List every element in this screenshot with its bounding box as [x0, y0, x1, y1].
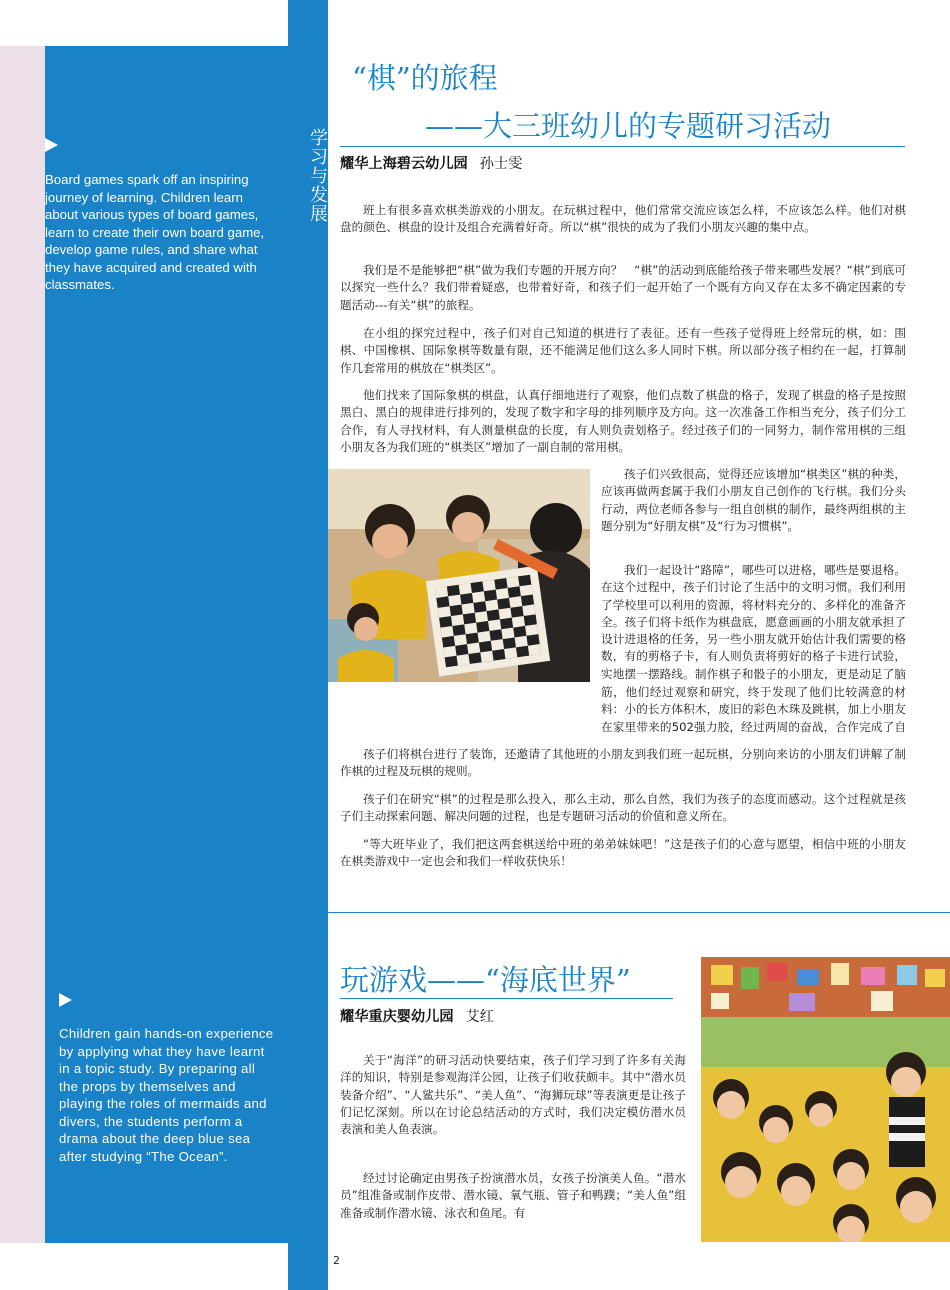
article2-title: 玩游戏——“海底世界” [340, 963, 631, 997]
classroom-photo-image [701, 957, 950, 1242]
paragraph: 孩子们将棋台进行了装饰，还邀请了其他班的小朋友到我们班一起玩棋，分别向来访的小朋友们讲解了制作棋的过程及玩棋的规则。 [340, 747, 906, 779]
school-name: 耀华重庆婴幼儿园 [340, 1009, 454, 1025]
paragraph: 经过讨论确定由男孩子扮演潜水员，女孩子扮演美人鱼。“潜水员”组准备或制作皮带、潜水镜、氧气瓶、管子和鸭蹼；“美人鱼”组准备或制作潜水镜、泳衣和鱼尾。有 [340, 1171, 686, 1220]
paragraph: 我们是不是能够把“棋”做为我们专题的开展方向？ “棋”的活动到底能给孩子带来哪些发展？“棋”到底可以探究一些什么？我们带着疑惑，也带着好奇，和孩子们一起开始了一个既有方向又存在太多不确定因素的专题活动---有关“棋”的旅程。 [340, 263, 906, 312]
page-number: 2 [333, 1254, 340, 1267]
english-summary-1: Board games spark off an inspiring journey of learning. Children learn about various types of board games, learn to create their own board game, develop game rules, and share what they have acquired and created with classmates. [45, 172, 265, 292]
chess-photo [328, 469, 590, 682]
article1-byline [340, 153, 522, 173]
paragraph-wrap-top [601, 562, 906, 683]
chess-photo-image [328, 469, 590, 682]
paragraph: 在小组的探究过程中，孩子们对自己知道的棋进行了表征。还有一些孩子觉得班上经常玩的棋，如：围棋、中国橡棋、国际象棋等数量有限，还不能满足他们这么多人同时下棋。所以部分孩子相约在一起，打算制作几套常用的棋放在“棋类区”。 [340, 326, 906, 375]
paragraph: “等大班毕业了，我们把这两套棋送给中班的弟弟妹妹吧！”这是孩子们的心意与愿望，相信中班的小朋友在棋类游戏中一定也会和我们一样收获快乐！ [340, 837, 906, 869]
paragraph: 孩子们在研究“棋”的过程是那么投入，那么主动，那么自然，我们为孩子的态度而感动。这个过程就是孩子们主动探索问题、解决问题的过程，也是专题研习活动的价值和意义所在。 [340, 792, 906, 824]
english-summary-2: Children gain hands-on experience by applying what they have learnt in a topic study. By preparing all the props by themselves and playing the roles of mermaids and divers, the students perform a drama about the deep blue sea after studying “The Ocean”. [59, 1026, 274, 1164]
article2-byline [340, 1006, 494, 1026]
paragraph-wrap-bottom [340, 684, 906, 736]
play-triangle-icon [45, 138, 58, 152]
paragraph-continuation: 筋，他们经过观察和研究，终于发现了他们比较满意的材料：小的长方体积木，废旧的彩色木珠及跳棋，加上小朋友在家里带来的502强力胶，经过两周的奋战，合作完成了自 [601, 685, 906, 734]
article1-title-line1: “棋”的旅程 [352, 61, 498, 95]
paragraph: 孩子们兴致很高，觉得还应该增加“棋类区”棋的种类，应该再做两套属于我们小朋友自己创作的飞行棋。我们分头行动，两位老师各参与一组自创棋的制作，最终两组棋的主题分别为“好朋友棋”及“行为习惯棋”。 [601, 467, 906, 533]
classroom-photo [701, 957, 950, 1242]
play-triangle-icon [59, 993, 72, 1007]
school-name: 耀华上海碧云幼儿园 [340, 156, 468, 172]
section-divider [328, 912, 950, 913]
paragraph: 班上有很多喜欢棋类游戏的小朋友。在玩棋过程中，他们常常交流应该怎么样，不应该怎么样。他们对棋盘的颜色、棋盘的设计及组合充满着好奇。所以“棋”很快的成为了我们小朋友兴趣的集中点。 [340, 203, 906, 235]
section-label: 学习与发展 [307, 128, 328, 223]
title-rule [340, 146, 905, 147]
blurb-panel-1 [45, 46, 288, 913]
author-name: 孙士雯 [479, 156, 523, 172]
paragraph: 关于“海洋”的研习活动快要结束，孩子们学习到了许多有关海洋的知识，特别是参观海洋公园，让孩子们收获颇丰。其中“潜水员装备介绍”、“人鲨共乐”、“美人鱼”、“海狮玩球”等表演更是让孩子们记忆深刻。所以在讨论总结活动的方式时，我们决定模仿潜水员表演和美人鱼表演。 [340, 1053, 686, 1137]
article1-title-line2: ——大三班幼儿的专题研习活动 [425, 109, 832, 143]
author-name: 艾红 [465, 1009, 494, 1025]
blurb-panel-2 [45, 913, 288, 1243]
strip-arrow [288, 78, 326, 118]
paragraph: 我们一起设计“路障”，哪些可以进格，哪些是要退格。在这个过程中，孩子们讨论了生活中的文明习惯。我们利用了学校里可以利用的资源，将材料充分的、多样化的准备齐全。孩子们将卡纸作为棋盘底，愿意画画的小朋友就承担了设计进退格的任务，另一些小朋友就开始估计我们需要的格数，有的剪格子卡，有人则负责将剪好的格子卡进行试验，实地摆一摆路线。制作棋子和骰子的小朋友，更是动足了脑 [601, 563, 906, 681]
paragraph: 他们找来了国际象棋的棋盘，认真仔细地进行了观察，他们点数了棋盘的格子，发现了棋盘的格子是按照黑白、黑白的规律进行排列的，发现了数字和字母的排列顺序及方向。这一次准备工作相当充分，孩子们分工合作，有人寻找材料，有人测量棋盘的长度，有人则负责划格子。经过孩子们的一同努力，制作常用棋的三组小朋友各为我们班的“棋类区”增加了一副自制的常用棋。 [340, 388, 906, 454]
title-rule [340, 998, 673, 999]
